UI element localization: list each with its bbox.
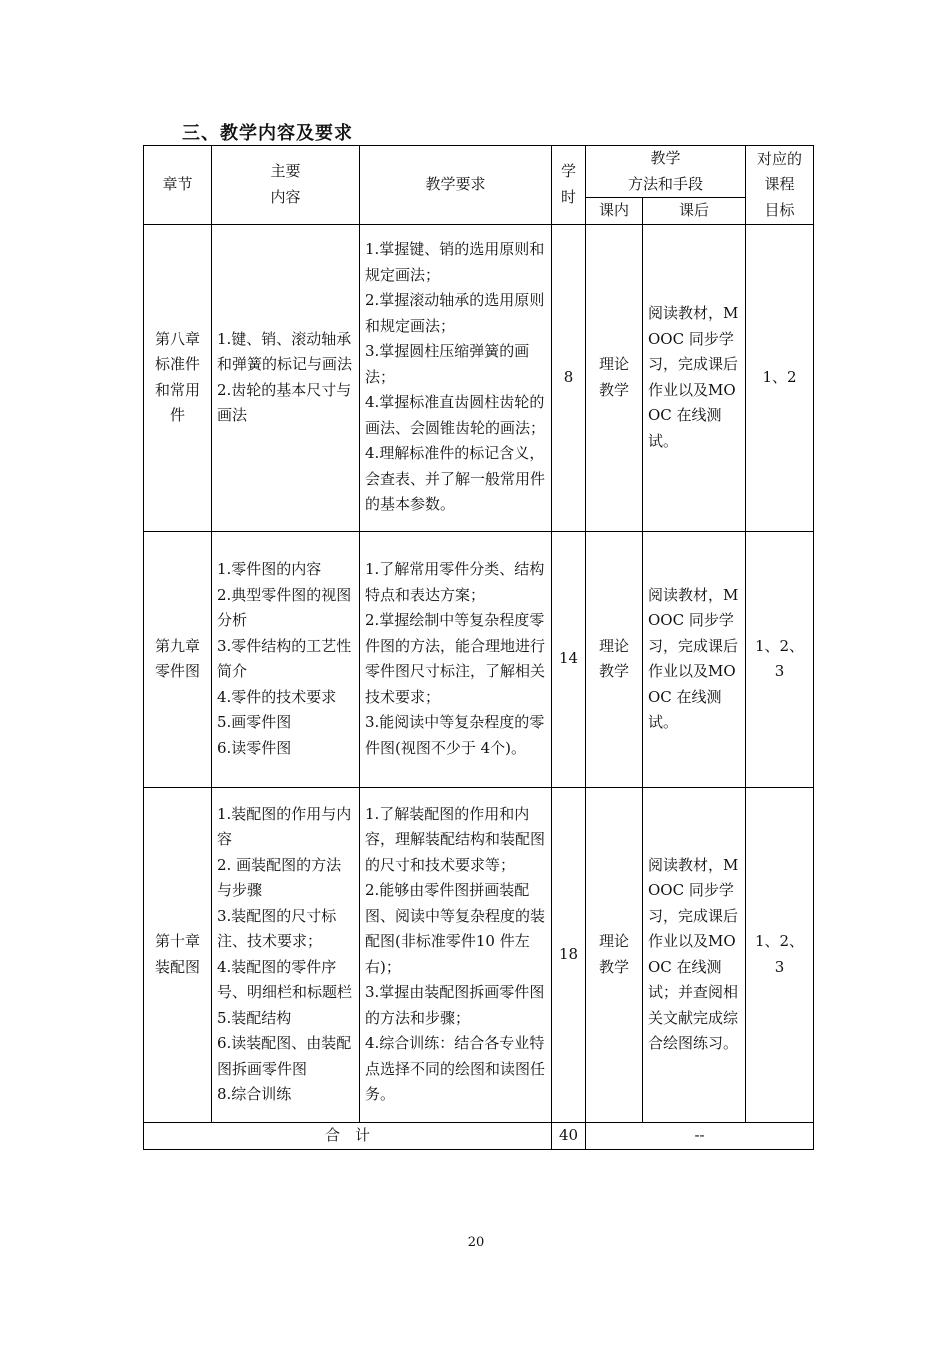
requirements-cell bbox=[360, 787, 552, 1122]
header-method-line: 教学 bbox=[650, 149, 681, 167]
content-item: 2. 画装配图的方法与步骤 bbox=[217, 855, 342, 899]
content-item: 6.读装配图、由装配图拆画零件图 bbox=[217, 1034, 352, 1078]
requirement-item: 1.了解常用零件分类、结构特点和表达方案； bbox=[365, 560, 545, 604]
requirement-item: 1.掌握键、销的选用原则和规定画法； bbox=[365, 240, 545, 284]
header-content bbox=[212, 146, 360, 225]
total-row bbox=[144, 1122, 814, 1149]
header-objective bbox=[746, 146, 814, 225]
header-method-line: 方法和手段 bbox=[628, 174, 704, 193]
header-objective-line: 目标 bbox=[764, 200, 795, 219]
total-hours: 40 bbox=[552, 1122, 586, 1149]
requirement-item: 1.了解装配图的作用和内容，理解装配结构和装配图的尺寸和技术要求等； bbox=[365, 804, 546, 874]
chapter-line: 装配图 bbox=[154, 957, 200, 976]
total-rest: -- bbox=[586, 1122, 814, 1149]
total-label: 合 计 bbox=[144, 1122, 552, 1149]
after-class-cell: 阅读教材，MOOC 同步学习，完成课后作业以及MOOC 在线测试。 bbox=[643, 224, 746, 531]
objective-cell: 1、2、3 bbox=[746, 787, 814, 1122]
after-class-cell: 阅读教材，MOOC 同步学习，完成课后作业以及MOOC 在线测试；并查阅相关文献完成综合绘图练习。 bbox=[643, 787, 746, 1122]
in-class-line: 理论 bbox=[598, 932, 629, 950]
content-item: 2.典型零件图的视图分析 bbox=[217, 585, 352, 629]
content-item: 4.装配图的零件序号、明细栏和标题栏 bbox=[217, 957, 353, 1001]
in-class-line: 理论 bbox=[598, 636, 629, 655]
header-hours bbox=[552, 146, 586, 225]
content-item: 5.装配结构 bbox=[217, 1008, 292, 1027]
table-row bbox=[144, 224, 814, 531]
page-number: 20 bbox=[467, 1235, 485, 1250]
syllabus-table bbox=[143, 145, 814, 1150]
in-class-line: 教学 bbox=[598, 957, 629, 976]
in-class-line: 教学 bbox=[598, 380, 629, 399]
content-item: 6.读零件图 bbox=[217, 738, 292, 757]
content-item: 2.齿轮的基本尺寸与画法 bbox=[217, 380, 352, 424]
content-item: 1.装配图的作用与内容 bbox=[217, 804, 352, 848]
chapter-cell bbox=[144, 224, 212, 531]
in-class-line: 教学 bbox=[598, 662, 629, 680]
content-item: 1.键、销、滚动轴承和弹簧的标记与画法 bbox=[217, 329, 353, 373]
table-row bbox=[144, 531, 814, 787]
content-item: 1.零件图的内容 bbox=[217, 560, 322, 578]
section-heading: 三、教学内容及要求 bbox=[182, 123, 353, 144]
header-requirements: 教学要求 bbox=[360, 146, 552, 225]
header-content-line: 内容 bbox=[270, 187, 301, 206]
content-item: 5.画零件图 bbox=[217, 713, 292, 731]
header-in-class: 课内 bbox=[586, 198, 643, 225]
chapter-line: 标准件 bbox=[154, 355, 200, 373]
chapter-cell bbox=[144, 787, 212, 1122]
requirement-item: 2.能够由零件图拼画装配图、阅读中等复杂程度的装配图(非标准零件10 件左右)； bbox=[365, 881, 546, 976]
chapter-line: 第八章 bbox=[154, 329, 200, 348]
in-class-cell bbox=[586, 224, 643, 531]
header-objective-line: 课程 bbox=[764, 175, 795, 193]
requirement-item: 3.掌握圆柱压缩弹簧的画法； bbox=[365, 342, 530, 386]
content-item: 3.零件结构的工艺性简介 bbox=[217, 636, 352, 680]
requirements-cell bbox=[360, 531, 552, 787]
requirement-item: 2.掌握滚动轴承的选用原则和规定画法； bbox=[365, 291, 545, 335]
objective-cell: 1、2 bbox=[746, 224, 814, 531]
chapter-cell bbox=[144, 531, 212, 787]
header-hours-line: 学 bbox=[560, 162, 576, 181]
header-row bbox=[144, 146, 814, 198]
header-method bbox=[586, 146, 746, 198]
header-chapter: 章节 bbox=[144, 146, 212, 225]
content-cell bbox=[212, 224, 360, 531]
content-cell bbox=[212, 787, 360, 1122]
hours-cell: 14 bbox=[552, 531, 586, 787]
after-class-cell: 阅读教材，MOOC 同步学习，完成课后作业以及MOOC 在线测试。 bbox=[643, 531, 746, 787]
table-row bbox=[144, 787, 814, 1122]
chapter-line: 零件图 bbox=[154, 662, 200, 680]
requirement-item: 4.掌握标准直齿圆柱齿轮的画法、会圆锥齿轮的画法； bbox=[365, 393, 546, 437]
requirement-item: 4.综合训练：结合各专业特点选择不同的绘图和读图任务。 bbox=[365, 1034, 546, 1103]
content-cell bbox=[212, 531, 360, 787]
requirement-item: 3.能阅读中等复杂程度的零件图(视图不少于 4个)。 bbox=[365, 713, 545, 757]
in-class-line: 理论 bbox=[598, 355, 629, 373]
header-after-class: 课后 bbox=[643, 198, 746, 225]
chapter-line: 和常用 bbox=[154, 380, 200, 399]
requirement-item: 4.理解标准件的标记含义，会查表、并了解一般常用件的基本参数。 bbox=[365, 444, 546, 514]
header-content-line: 主要 bbox=[270, 162, 301, 181]
content-item: 3.装配图的尺寸标注、技术要求； bbox=[217, 906, 337, 950]
in-class-cell bbox=[586, 787, 643, 1122]
chapter-line: 件 bbox=[169, 406, 185, 424]
chapter-line: 第九章 bbox=[154, 636, 200, 655]
requirement-item: 3.掌握由装配图拆画零件图的方法和步骤； bbox=[365, 983, 545, 1027]
objective-cell: 1、2、3 bbox=[746, 531, 814, 787]
chapter-line: 第十章 bbox=[154, 932, 200, 950]
content-item: 4.零件的技术要求 bbox=[217, 687, 337, 706]
in-class-cell bbox=[586, 531, 643, 787]
requirement-item: 2.掌握绘制中等复杂程度零件图的方法，能合理地进行零件图尺寸标注，了解相关技术要求； bbox=[365, 611, 546, 706]
requirements-cell bbox=[360, 224, 552, 531]
header-objective-line: 对应的 bbox=[757, 149, 803, 168]
header-hours-line: 时 bbox=[560, 187, 576, 206]
hours-cell: 18 bbox=[552, 787, 586, 1122]
hours-cell: 8 bbox=[552, 224, 586, 531]
content-item: 8.综合训练 bbox=[217, 1085, 292, 1103]
